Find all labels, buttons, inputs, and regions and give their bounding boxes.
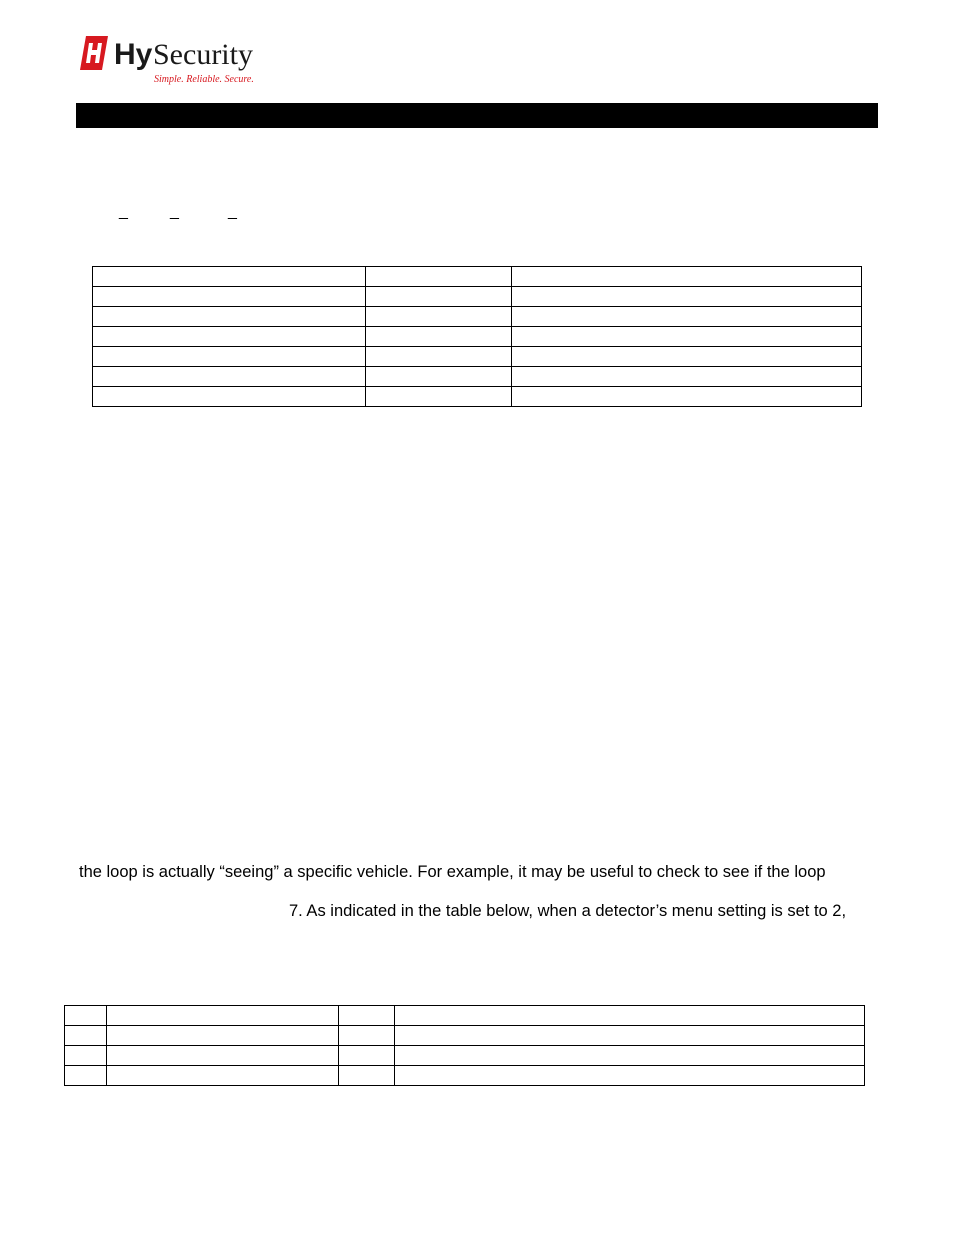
table-row bbox=[93, 347, 862, 367]
detector-menu-table bbox=[64, 1005, 865, 1086]
dash-mark: _ bbox=[119, 203, 128, 220]
logo-wordmark-security: Security bbox=[153, 38, 253, 71]
table-cell bbox=[395, 1006, 865, 1026]
table-cell bbox=[93, 307, 366, 327]
table-cell bbox=[339, 1046, 395, 1066]
table-cell bbox=[366, 367, 512, 387]
table-cell bbox=[512, 347, 862, 367]
table-row bbox=[93, 387, 862, 407]
section-header-bar bbox=[76, 103, 878, 128]
table-cell bbox=[93, 327, 366, 347]
table-row bbox=[93, 307, 862, 327]
table-row bbox=[65, 1026, 865, 1046]
table-row bbox=[93, 327, 862, 347]
table-row bbox=[65, 1046, 865, 1066]
table-cell bbox=[93, 287, 366, 307]
table-cell bbox=[366, 387, 512, 407]
table-cell bbox=[65, 1066, 107, 1086]
table-row bbox=[93, 287, 862, 307]
table-cell bbox=[366, 327, 512, 347]
table-cell bbox=[107, 1006, 339, 1026]
table-cell bbox=[366, 307, 512, 327]
table-cell bbox=[107, 1026, 339, 1046]
table-cell bbox=[93, 367, 366, 387]
table-cell bbox=[339, 1026, 395, 1046]
table-cell bbox=[366, 347, 512, 367]
table-cell bbox=[339, 1006, 395, 1026]
table-cell bbox=[512, 307, 862, 327]
table-cell bbox=[366, 267, 512, 287]
logo-tagline: Simple. Reliable. Secure. bbox=[154, 74, 254, 85]
table-cell bbox=[366, 287, 512, 307]
dash-mark: _ bbox=[228, 203, 237, 220]
table-cell bbox=[107, 1066, 339, 1086]
settings-table-body bbox=[93, 267, 862, 407]
table-cell bbox=[65, 1046, 107, 1066]
table-cell bbox=[93, 387, 366, 407]
settings-table bbox=[92, 266, 862, 407]
table-cell bbox=[65, 1006, 107, 1026]
table-cell bbox=[512, 267, 862, 287]
table-row bbox=[65, 1066, 865, 1086]
logo-mark-icon bbox=[80, 36, 108, 70]
body-paragraph: the loop is actually “seeing” a specific vehicle. For example, it may be useful to check to see if the loop bbox=[79, 863, 826, 881]
table-cell bbox=[339, 1066, 395, 1086]
detector-menu-table-body bbox=[65, 1006, 865, 1086]
table-cell bbox=[93, 267, 366, 287]
table-row bbox=[93, 267, 862, 287]
table-cell bbox=[512, 387, 862, 407]
logo-wordmark-hy: Hy bbox=[114, 38, 153, 71]
dash-mark: _ bbox=[170, 203, 179, 220]
step-7-paragraph: 7. As indicated in the table below, when a detector’s menu setting is set to 2, bbox=[289, 902, 847, 920]
table-cell bbox=[93, 347, 366, 367]
table-cell bbox=[395, 1066, 865, 1086]
table-row bbox=[93, 367, 862, 387]
table-cell bbox=[512, 367, 862, 387]
table-cell bbox=[512, 327, 862, 347]
table-cell bbox=[512, 287, 862, 307]
table-cell bbox=[395, 1046, 865, 1066]
hysecurity-logo bbox=[78, 34, 288, 86]
table-cell bbox=[107, 1046, 339, 1066]
table-cell bbox=[65, 1026, 107, 1046]
table-cell bbox=[395, 1026, 865, 1046]
table-row bbox=[65, 1006, 865, 1026]
